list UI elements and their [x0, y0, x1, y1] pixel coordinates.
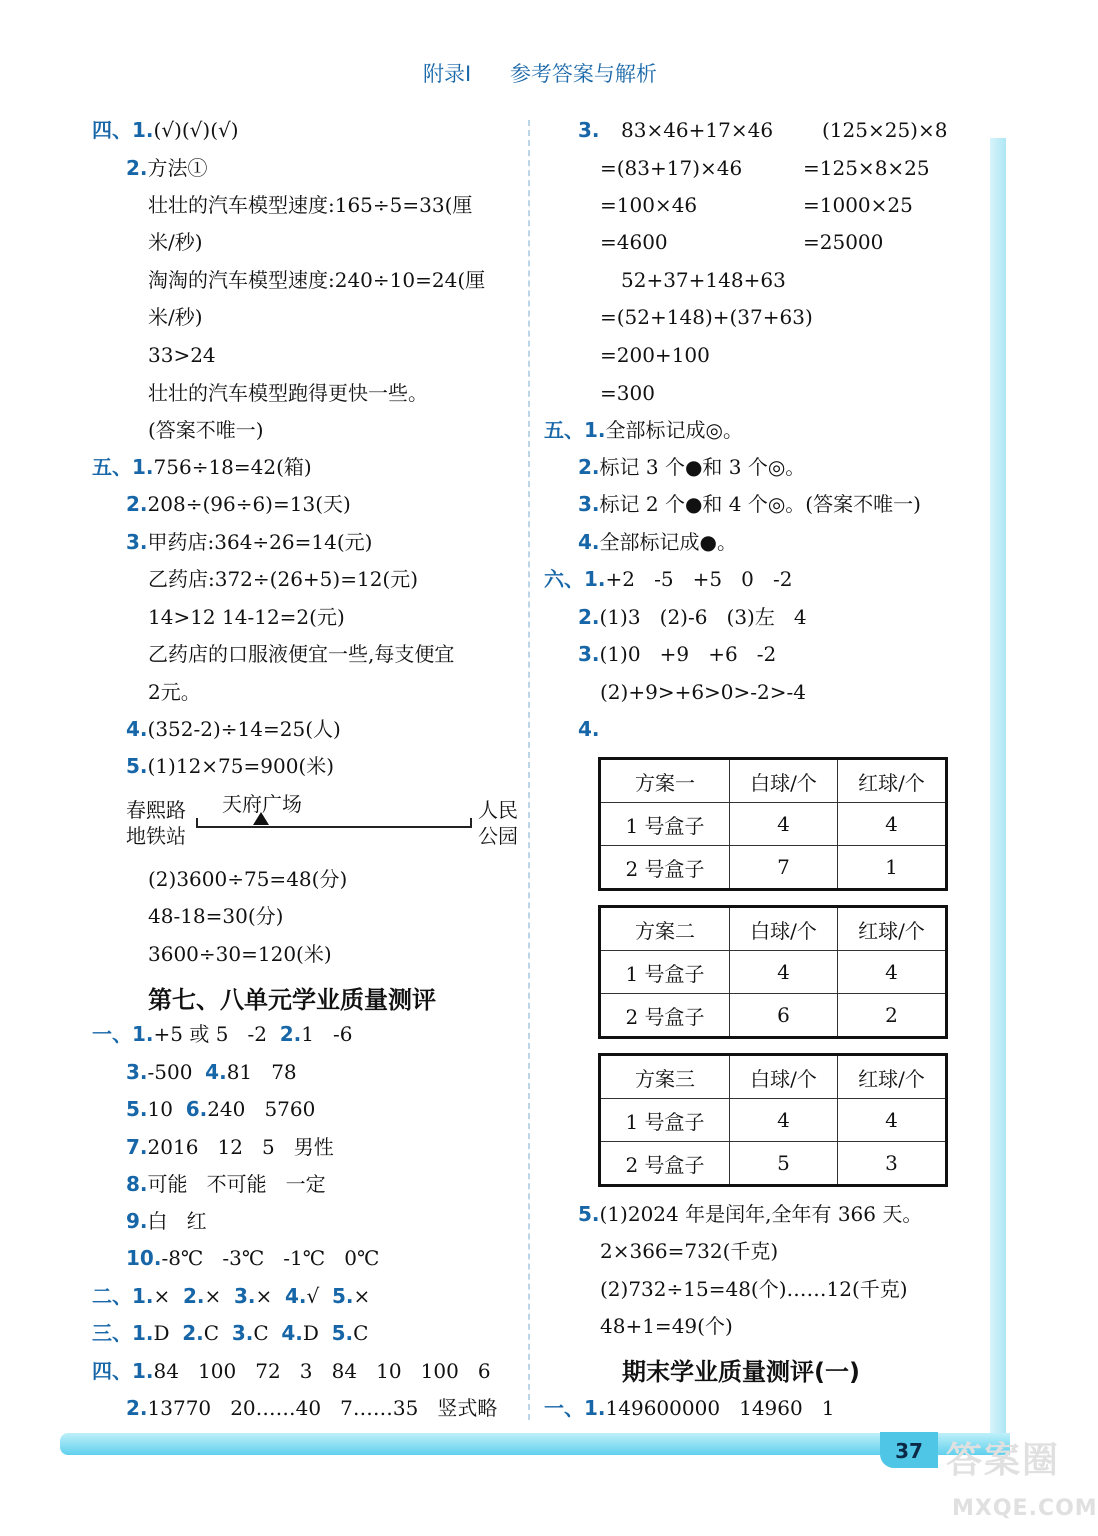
answer-text: ×	[204, 1284, 234, 1308]
answer-line	[126, 753, 334, 779]
answer-line: 乙药店的口服液便宜一些,每支便宜	[148, 642, 455, 666]
answer-text: 13770 20……40 7……35 竖式略	[147, 1396, 498, 1420]
table-row	[600, 1142, 947, 1186]
answer-line	[578, 1201, 922, 1227]
table-cell: 4	[838, 951, 947, 994]
answer-text: √	[306, 1284, 332, 1308]
answer-line	[578, 716, 600, 742]
table-header-row	[600, 759, 947, 803]
table-cell: 4	[730, 951, 838, 994]
table-cell: 4	[838, 1099, 947, 1142]
answer-text: 149600000 14960 1	[605, 1396, 835, 1420]
calc-step: =100×46	[600, 193, 698, 217]
answer-text: 方法①	[147, 156, 208, 180]
table-cell: 2 号盒子	[600, 1142, 730, 1186]
answer-text: 甲药店:364÷26=14(元)	[147, 530, 373, 554]
unit-title: 第七、八单元学业质量测评	[148, 986, 436, 1014]
table-header-row	[600, 907, 947, 951]
table-cell: 2	[838, 994, 947, 1038]
question-number: 三、1.	[92, 1321, 154, 1345]
diagram-label-people-top: 人民	[478, 798, 518, 822]
answer-text: -500	[147, 1060, 206, 1084]
table-cell: 1 号盒子	[600, 1099, 730, 1142]
answer-text: D	[153, 1321, 183, 1345]
calc-step: 52+37+148+63	[621, 268, 786, 292]
answer-line	[544, 417, 743, 443]
question-number: 3.	[126, 1060, 148, 1084]
page-header	[0, 58, 1080, 88]
answer-line: 48-18=30(分)	[148, 904, 284, 928]
calc-step: =125×8×25	[803, 156, 930, 180]
footer-decoration-bar	[60, 1433, 940, 1455]
answer-line: (2)3600÷75=48(分)	[148, 867, 348, 891]
answer-text: ×	[153, 1284, 183, 1308]
answer-line	[126, 716, 341, 742]
answer-line	[578, 491, 921, 517]
question-number: 2.	[126, 1396, 148, 1420]
question-number: 8.	[126, 1172, 148, 1196]
table-header-cell: 方案一	[600, 759, 730, 803]
question-number: 3.	[231, 1321, 254, 1345]
answer-text: (1)2024 年是闰年,全年有 366 天。	[599, 1202, 923, 1226]
table-header-cell: 方案三	[600, 1055, 730, 1099]
table-cell: 3	[838, 1142, 947, 1186]
diagram-label-tianfu: 天府广场	[222, 792, 302, 816]
answer-line: 壮壮的汽车模型速度:165÷5=33(厘	[148, 193, 473, 217]
answer-line: 乙药店:372÷(26+5)=12(元)	[148, 567, 419, 591]
calc-step: =300	[600, 381, 655, 405]
question-number: 3.	[578, 118, 600, 142]
table-cell: 1 号盒子	[600, 803, 730, 846]
question-number: 六、1.	[544, 567, 606, 591]
header-title: 参考答案与解析	[509, 62, 657, 86]
answer-line: 48+1=49(个)	[600, 1314, 733, 1338]
route-diagram	[126, 792, 526, 854]
question-number: 6.	[185, 1097, 208, 1121]
answer-text: 标记 3 个●和 3 个◎。	[599, 455, 806, 479]
answer-text: +2 -5 +5 0 -2	[605, 567, 793, 591]
question-number: 2.	[578, 455, 600, 479]
answer-line	[578, 454, 805, 480]
question-number: 4.	[126, 717, 148, 741]
final-exam-title: 期末学业质量测评(一)	[622, 1358, 860, 1386]
answer-text: C	[353, 1321, 369, 1345]
question-number: 四、1.	[92, 118, 154, 142]
question-number: 2.	[183, 1284, 205, 1308]
question-number: 5.	[331, 1321, 354, 1345]
answer-text: ×	[353, 1284, 371, 1308]
answer-line	[126, 1096, 315, 1122]
table-cell: 1 号盒子	[600, 951, 730, 994]
table-cell: 4	[730, 1099, 838, 1142]
answer-text: 10	[147, 1097, 186, 1121]
answer-line: (2)+9>+6>0>-2>-4	[600, 680, 807, 704]
answer-line: 14>12 14-12=2(元)	[148, 605, 345, 629]
answer-text: ×	[255, 1284, 285, 1308]
question-number: 5.	[126, 1097, 148, 1121]
page-number: 37	[880, 1432, 938, 1468]
answer-text: -8℃ -3℃ -1℃ 0℃	[161, 1246, 380, 1270]
table-cell: 1	[838, 846, 947, 890]
table-header-cell: 白球/个	[730, 1055, 838, 1099]
table-cell: 6	[730, 994, 838, 1038]
table-cell: 5	[730, 1142, 838, 1186]
calc-step: 83×46+17×46	[621, 118, 774, 142]
question-number: 9.	[126, 1209, 148, 1233]
table-cell: 7	[730, 846, 838, 890]
question-number: 2.	[182, 1321, 204, 1345]
answer-line	[126, 1395, 497, 1421]
question-number: 3.	[578, 492, 600, 516]
question-number: 4.	[285, 1284, 307, 1308]
question-number: 5.	[126, 754, 148, 778]
table-header-cell: 方案二	[600, 907, 730, 951]
answer-text: 2016 12 5 男性	[147, 1135, 334, 1159]
diagram-label-people-bottom: 公园	[478, 824, 518, 848]
table-row	[600, 846, 947, 890]
question-number: 5.	[578, 1202, 600, 1226]
question-number: 4.	[205, 1060, 227, 1084]
table-header-row	[600, 1055, 947, 1099]
question-number: 四、1.	[92, 1359, 154, 1383]
plan-table-2	[598, 905, 948, 1039]
calc-step: =1000×25	[803, 193, 913, 217]
answer-line	[92, 1358, 491, 1384]
answer-line	[126, 1134, 334, 1160]
plan-table-3	[598, 1053, 948, 1187]
answer-line	[92, 1320, 368, 1346]
answer-text: +5 或 5 -2	[153, 1022, 280, 1046]
answer-line	[92, 454, 312, 480]
answer-line: 淘淘的汽车模型速度:240÷10=24(厘	[148, 268, 486, 292]
side-decoration-band	[990, 138, 1006, 1438]
answer-line: 2元。	[148, 680, 201, 704]
answer-line	[126, 1208, 207, 1234]
answer-text: (1)0 +9 +6 -2	[599, 642, 777, 666]
answer-text: (√)(√)(√)	[153, 118, 239, 142]
answer-line	[578, 604, 807, 630]
answer-text: 全部标记成●。	[599, 530, 737, 554]
question-number: 五、1.	[544, 418, 606, 442]
answer-line	[92, 117, 239, 143]
calc-step: =200+100	[600, 343, 710, 367]
question-number: 2.	[279, 1022, 302, 1046]
table-cell: 4	[730, 803, 838, 846]
answer-line	[92, 1021, 353, 1047]
question-number: 7.	[126, 1135, 148, 1159]
route-tick-left	[196, 818, 198, 828]
answer-text: (1)12×75=900(米)	[147, 754, 335, 778]
answer-line: (2)732÷15=48(个)……12(千克)	[600, 1277, 908, 1301]
answer-line	[92, 1283, 370, 1309]
answer-text: 756÷18=42(箱)	[153, 455, 312, 479]
question-number: 3.	[126, 530, 148, 554]
answer-line	[126, 155, 208, 181]
question-number: 5.	[331, 1284, 354, 1308]
calc-step: (125×25)×8	[822, 118, 948, 142]
answer-line	[126, 1171, 326, 1197]
watermark-bottom-text: MXQE.COM	[952, 1496, 1098, 1521]
answer-line	[126, 1245, 379, 1271]
question-number: 3.	[234, 1284, 256, 1308]
table-row	[600, 803, 947, 846]
answer-text: 1 -6	[301, 1022, 353, 1046]
answer-line	[578, 529, 737, 555]
table-cell: 4	[838, 803, 947, 846]
question-number: 10.	[126, 1246, 162, 1270]
answer-text: 可能 不可能 一定	[147, 1172, 326, 1196]
diagram-label-chunxi-top: 春熙路	[126, 798, 186, 822]
answer-line	[126, 529, 372, 555]
answer-line	[544, 566, 792, 592]
diagram-label-chunxi-bottom: 地铁站	[126, 824, 186, 848]
answer-line	[126, 1059, 297, 1085]
answer-text: (1)3 (2)-6 (3)左 4	[599, 605, 807, 629]
column-divider	[528, 120, 530, 1420]
answer-text: 84 100 72 3 84 10 100 6	[153, 1359, 491, 1383]
header-appendix: 附录Ⅰ	[423, 62, 472, 86]
watermark-top-text: 答案圈	[946, 1440, 1061, 1481]
answer-text: 208÷(96÷6)=13(天)	[147, 492, 351, 516]
question-number: 五、1.	[92, 455, 154, 479]
answer-text: C	[203, 1321, 232, 1345]
answer-line: 33>24	[148, 343, 216, 367]
calc-step: =(83+17)×46	[600, 156, 743, 180]
table-header-cell: 红球/个	[838, 907, 947, 951]
answer-line: (答案不唯一)	[148, 418, 264, 442]
answer-text: 全部标记成◎。	[605, 418, 743, 442]
table-row	[600, 994, 947, 1038]
answer-line: 米/秒)	[148, 305, 203, 329]
question-number: 4.	[578, 717, 600, 741]
answer-line	[578, 641, 776, 667]
route-line	[196, 826, 472, 828]
answer-line	[126, 491, 351, 517]
calc-step: =25000	[803, 230, 884, 254]
table-cell: 2 号盒子	[600, 994, 730, 1038]
calc-step: =4600	[600, 230, 668, 254]
table-header-cell: 白球/个	[730, 759, 838, 803]
table-header-cell: 红球/个	[838, 759, 947, 803]
answer-line: 米/秒)	[148, 230, 203, 254]
question-number: 4.	[281, 1321, 303, 1345]
route-tick-right	[470, 818, 472, 828]
table-row	[600, 1099, 947, 1142]
answer-line: 壮壮的汽车模型跑得更快一些。	[148, 381, 428, 405]
question-number: 一、1.	[92, 1022, 154, 1046]
watermark-logo	[944, 1432, 1098, 1532]
position-triangle-icon	[253, 812, 269, 825]
table-cell: 2 号盒子	[600, 846, 730, 890]
answer-line	[544, 1395, 835, 1421]
calc-step: =(52+148)+(37+63)	[600, 305, 813, 329]
question-number: 2.	[126, 492, 148, 516]
table-header-cell: 红球/个	[838, 1055, 947, 1099]
answer-text: 81 78	[226, 1060, 297, 1084]
answer-text: C	[253, 1321, 282, 1345]
answer-text: 240 5760	[207, 1097, 316, 1121]
question-number: 3.	[578, 642, 600, 666]
plan-table-1	[598, 757, 948, 891]
table-row	[600, 951, 947, 994]
answer-text: (352-2)÷14=25(人)	[147, 717, 341, 741]
answer-text: D	[302, 1321, 332, 1345]
question-number: 2.	[578, 605, 600, 629]
answer-text: 白 红	[147, 1209, 207, 1233]
answer-line: 2×366=732(千克)	[600, 1239, 779, 1263]
answer-text: 标记 2 个●和 4 个◎。(答案不唯一)	[599, 492, 921, 516]
table-header-cell: 白球/个	[730, 907, 838, 951]
question-number: 2.	[126, 156, 148, 180]
question-number	[578, 117, 600, 143]
question-number: 二、1.	[92, 1284, 154, 1308]
question-number: 4.	[578, 530, 600, 554]
question-number: 一、1.	[544, 1396, 606, 1420]
answer-line: 3600÷30=120(米)	[148, 942, 332, 966]
